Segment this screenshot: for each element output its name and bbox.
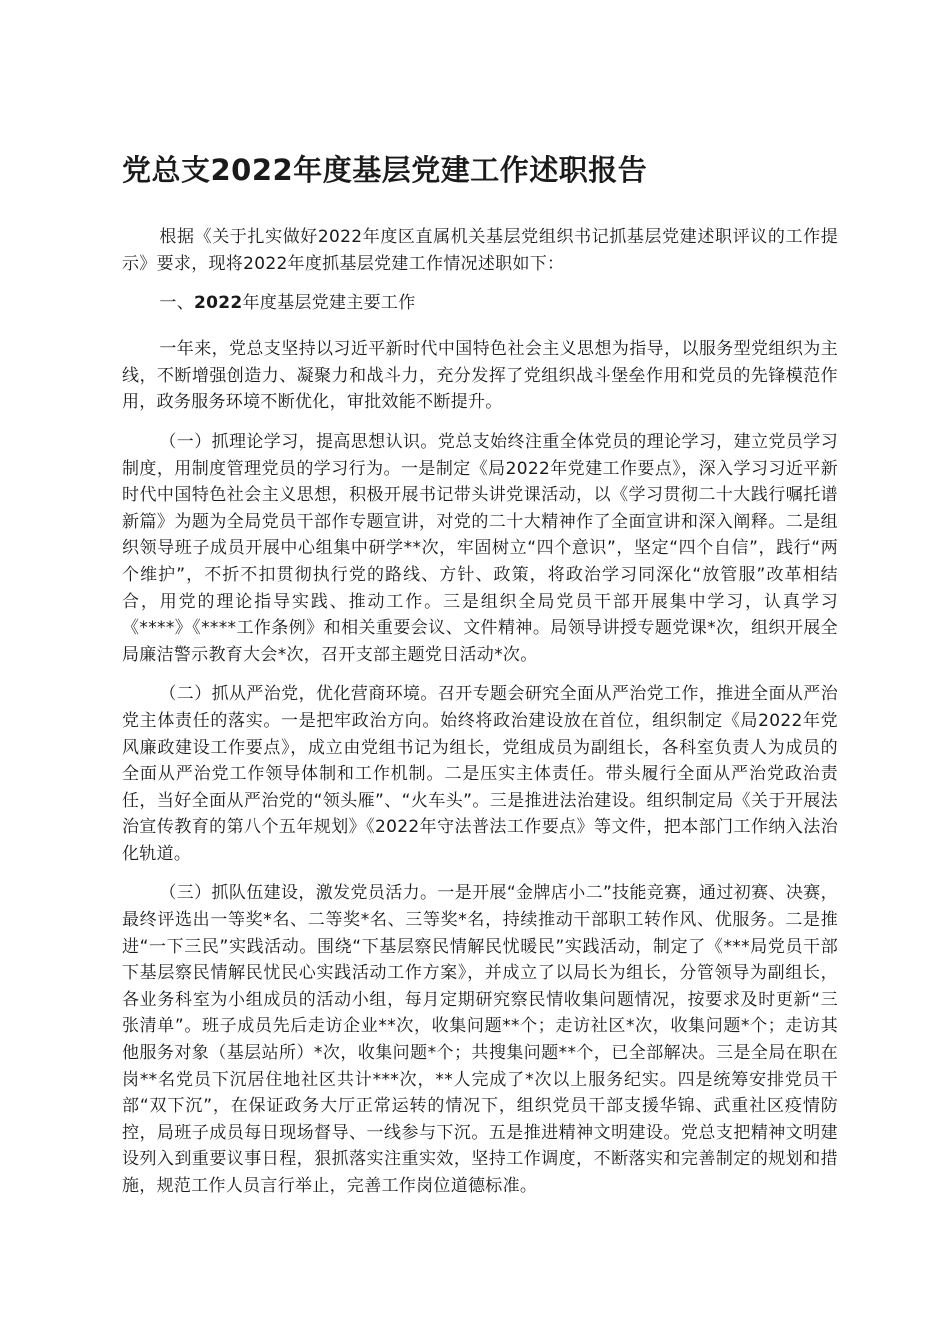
item-2-paragraph: （二）抓从严治党，优化营商环境。召开专题会研究全面从严治党工作，推进全面从严治党主体责任的落实。一是把牢政治方向。始终将政治建设放在首位，组织制定《局2022年党风廉政建设工作要点》，成立由党组书记为组长，党组成员为副组长，各科室负责人为成员的全面从严治党工作领导体制和工作机制。二是压实主体责任。带头履行全面从严治党政治责任，当好全面从严治党的“领头雁”、“火车头”。三是推进法治建设。组织制定局《关于开展法治宣传教育的第八个五年规划》《2022年守法普法工作要点》等文件，把本部门工作纳入法治化轨道。 (122, 684, 838, 864)
section-number: 一、 (159, 293, 194, 314)
overview-paragraph: 一年来，党总支坚持以习近平新时代中国特色社会主义思想为指导，以服务型党组织为主线，不断增强创造力、凝聚力和战斗力，充分发挥了党组织战斗堡垒作用和党员的先锋模范作用，政务服务环境不断优化，审批效能不断提升。 (122, 339, 838, 413)
section-heading-text: 年度基层党建主要工作 (242, 293, 416, 314)
item-3-paragraph: （三）抓队伍建设，激发党员活力。一是开展“金牌店小二”技能竞赛，通过初赛、决赛，最终评选出一等奖*名、二等奖*名、三等奖*名，持续推动干部职工转作风、优服务。二是推进“一下三民”实践活动。围绕“下基层察民情解民忧暖民”实践活动，制定了《***局党员干部下基层察民情解民忧民心实践活动工作方案》，并成立了以局长为组长，分管领导为副组长，各业务科室为小组成员的活动小组，每月定期研究察民情收集问题情况，按要求及时更新“三张清单”。班子成员先后走访企业**次，收集问题**个；走访社区*次，收集问题*个；走访其他服务对象（基层站所）*次，收集问题*个；共搜集问题**个，已全部解决。三是全局在职在岗**名党员下沉居住地社区共计***次，**人完成了*次以上服务纪实。四是统筹安排党员干部“双下沉”，在保证政务大厅正常运转的情况下，组织党员干部支援华锦、武重社区疫情防控，局班子成员每日现场督导、一线参与下沉。五是推进精神文明建设。党总支把精神文明建设列入到重要议事日程，狠抓落实注重实效，坚持工作调度，不断落实和完善制定的规划和措施，规范工作人员言行举止，完善工作岗位道德标准。 (122, 883, 838, 1196)
item-1-paragraph: （一）抓理论学习，提高思想认识。党总支始终注重全体党员的理论学习，建立党员学习制度，用制度管理党员的学习行为。一是制定《局2022年党建工作要点》，深入学习习近平新时代中国特色社会主义思想，积极开展书记带头讲党课活动，以《学习贯彻二十大践行嘱托谱新篇》为题为全局党员干部作专题宣讲，对党的二十大精神作了全面宣讲和深入阐释。二是组织领导班子成员开展中心组集中研学**次，牢固树立“四个意识”，坚定“四个自信”，践行“两个维护”，不折不扣贯彻执行党的路线、方针、政策，将政治学习同深化“放管服”改革相结合，用党的理论指导实践、推动工作。三是组织全局党员干部开展集中学习，认真学习《****》《****工作条例》和相关重要会议、文件精神。局领导讲授专题党课*次，组织开展全局廉洁警示教育大会*次，召开支部主题党日活动*次。 (122, 431, 838, 665)
document-page (122, 150, 838, 1213)
document-title: 党总支2022年度基层党建工作述职报告 (122, 153, 648, 187)
section-year: 2022 (194, 293, 243, 314)
intro-paragraph: 根据《关于扎实做好2022年度区直属机关基层党组织书记抓基层党建述职评议的工作提示》要求，现将2022年度抓基层党建工作情况述职如下： (122, 227, 838, 274)
section-heading-1 (122, 290, 838, 316)
